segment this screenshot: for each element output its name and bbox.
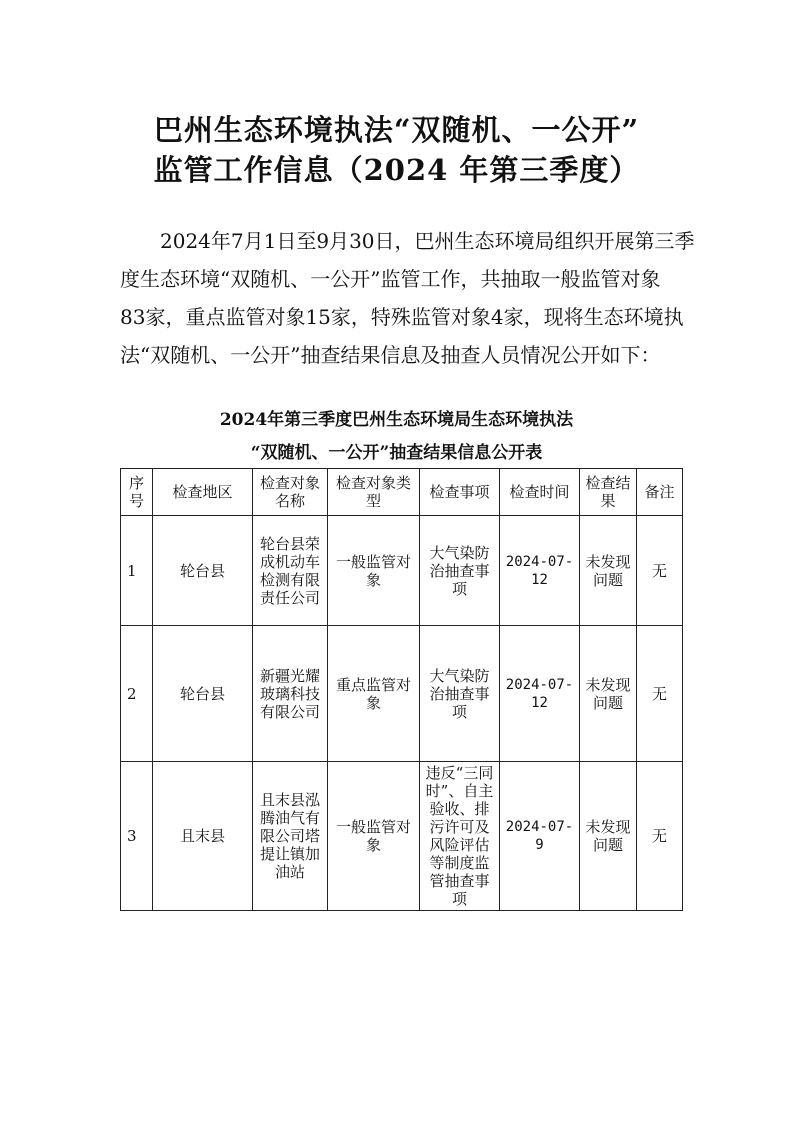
- header-cell-target-name: 检查对象名称: [253, 469, 328, 516]
- table-row: [121, 762, 683, 911]
- intro-paragraph: [120, 222, 695, 374]
- table-title-line-1: 2024年第三季度巴州生态环境局生态环境执法: [219, 410, 574, 430]
- header-cell-index: 序号: [121, 469, 153, 516]
- cell-region: 轮台县: [153, 516, 253, 626]
- cell-target-type: 重点监管对象: [328, 626, 420, 762]
- cell-item: 大气染防治抽查事项: [420, 626, 500, 762]
- cell-item: 大气染防治抽查事项: [420, 516, 500, 626]
- table-header-row: [121, 469, 683, 516]
- table-title-line-2: “双随机、一公开”抽查结果信息公开表: [250, 443, 543, 463]
- cell-result: 未发现问题: [580, 762, 637, 911]
- paragraph-line: 度生态环境“双随机、一公开”监管工作，共抽取一般监管对象: [120, 267, 661, 291]
- cell-item: 违反“三同时”、自主验收、排污许可及风险评估等制度监管抽查事项: [420, 762, 500, 911]
- cell-remark: 无: [637, 626, 683, 762]
- cell-target-name: 且末县泓腾油气有限公司塔提让镇加油站: [253, 762, 328, 911]
- cell-index: 3: [121, 762, 153, 911]
- header-cell-item: 检查事项: [420, 469, 500, 516]
- cell-target-type: 一般监管对象: [328, 762, 420, 911]
- cell-target-name: 新疆光耀玻璃科技有限公司: [253, 626, 328, 762]
- paragraph-line: 法“双随机、一公开”抽查结果信息及抽查人员情况公开如下：: [120, 343, 661, 367]
- cell-result: 未发现问题: [580, 626, 637, 762]
- header-cell-result: 检查结果: [580, 469, 637, 516]
- cell-date: 2024-07-12: [500, 626, 580, 762]
- cell-target-type: 一般监管对象: [328, 516, 420, 626]
- paragraph-line: 2024年7月1日至9月30日，巴州生态环境局组织开展第三季: [160, 229, 695, 253]
- header-cell-remark: 备注: [637, 469, 683, 516]
- paragraph-line: 83家，重点监管对象15家，特殊监管对象4家，现将生态环境执: [120, 305, 684, 329]
- cell-region: 轮台县: [153, 626, 253, 762]
- table-row: [121, 626, 683, 762]
- document-title-line-2: 监管工作信息（2024 年第三季度）: [153, 153, 640, 187]
- cell-index: 2: [121, 626, 153, 762]
- results-table: [120, 468, 683, 911]
- cell-result: 未发现问题: [580, 516, 637, 626]
- header-cell-region: 检查地区: [153, 469, 253, 516]
- cell-date: 2024-07-12: [500, 516, 580, 626]
- cell-date: 2024-07-9: [500, 762, 580, 911]
- cell-target-name: 轮台县荣成机动车检测有限责任公司: [253, 516, 328, 626]
- cell-remark: 无: [637, 516, 683, 626]
- cell-index: 1: [121, 516, 153, 626]
- header-cell-date: 检查时间: [500, 469, 580, 516]
- table-row: [121, 516, 683, 626]
- cell-remark: 无: [637, 762, 683, 911]
- document-title-line-1: 巴州生态环境执法“双随机、一公开”: [153, 113, 640, 147]
- cell-region: 且末县: [153, 762, 253, 911]
- header-cell-target-type: 检查对象类型: [328, 469, 420, 516]
